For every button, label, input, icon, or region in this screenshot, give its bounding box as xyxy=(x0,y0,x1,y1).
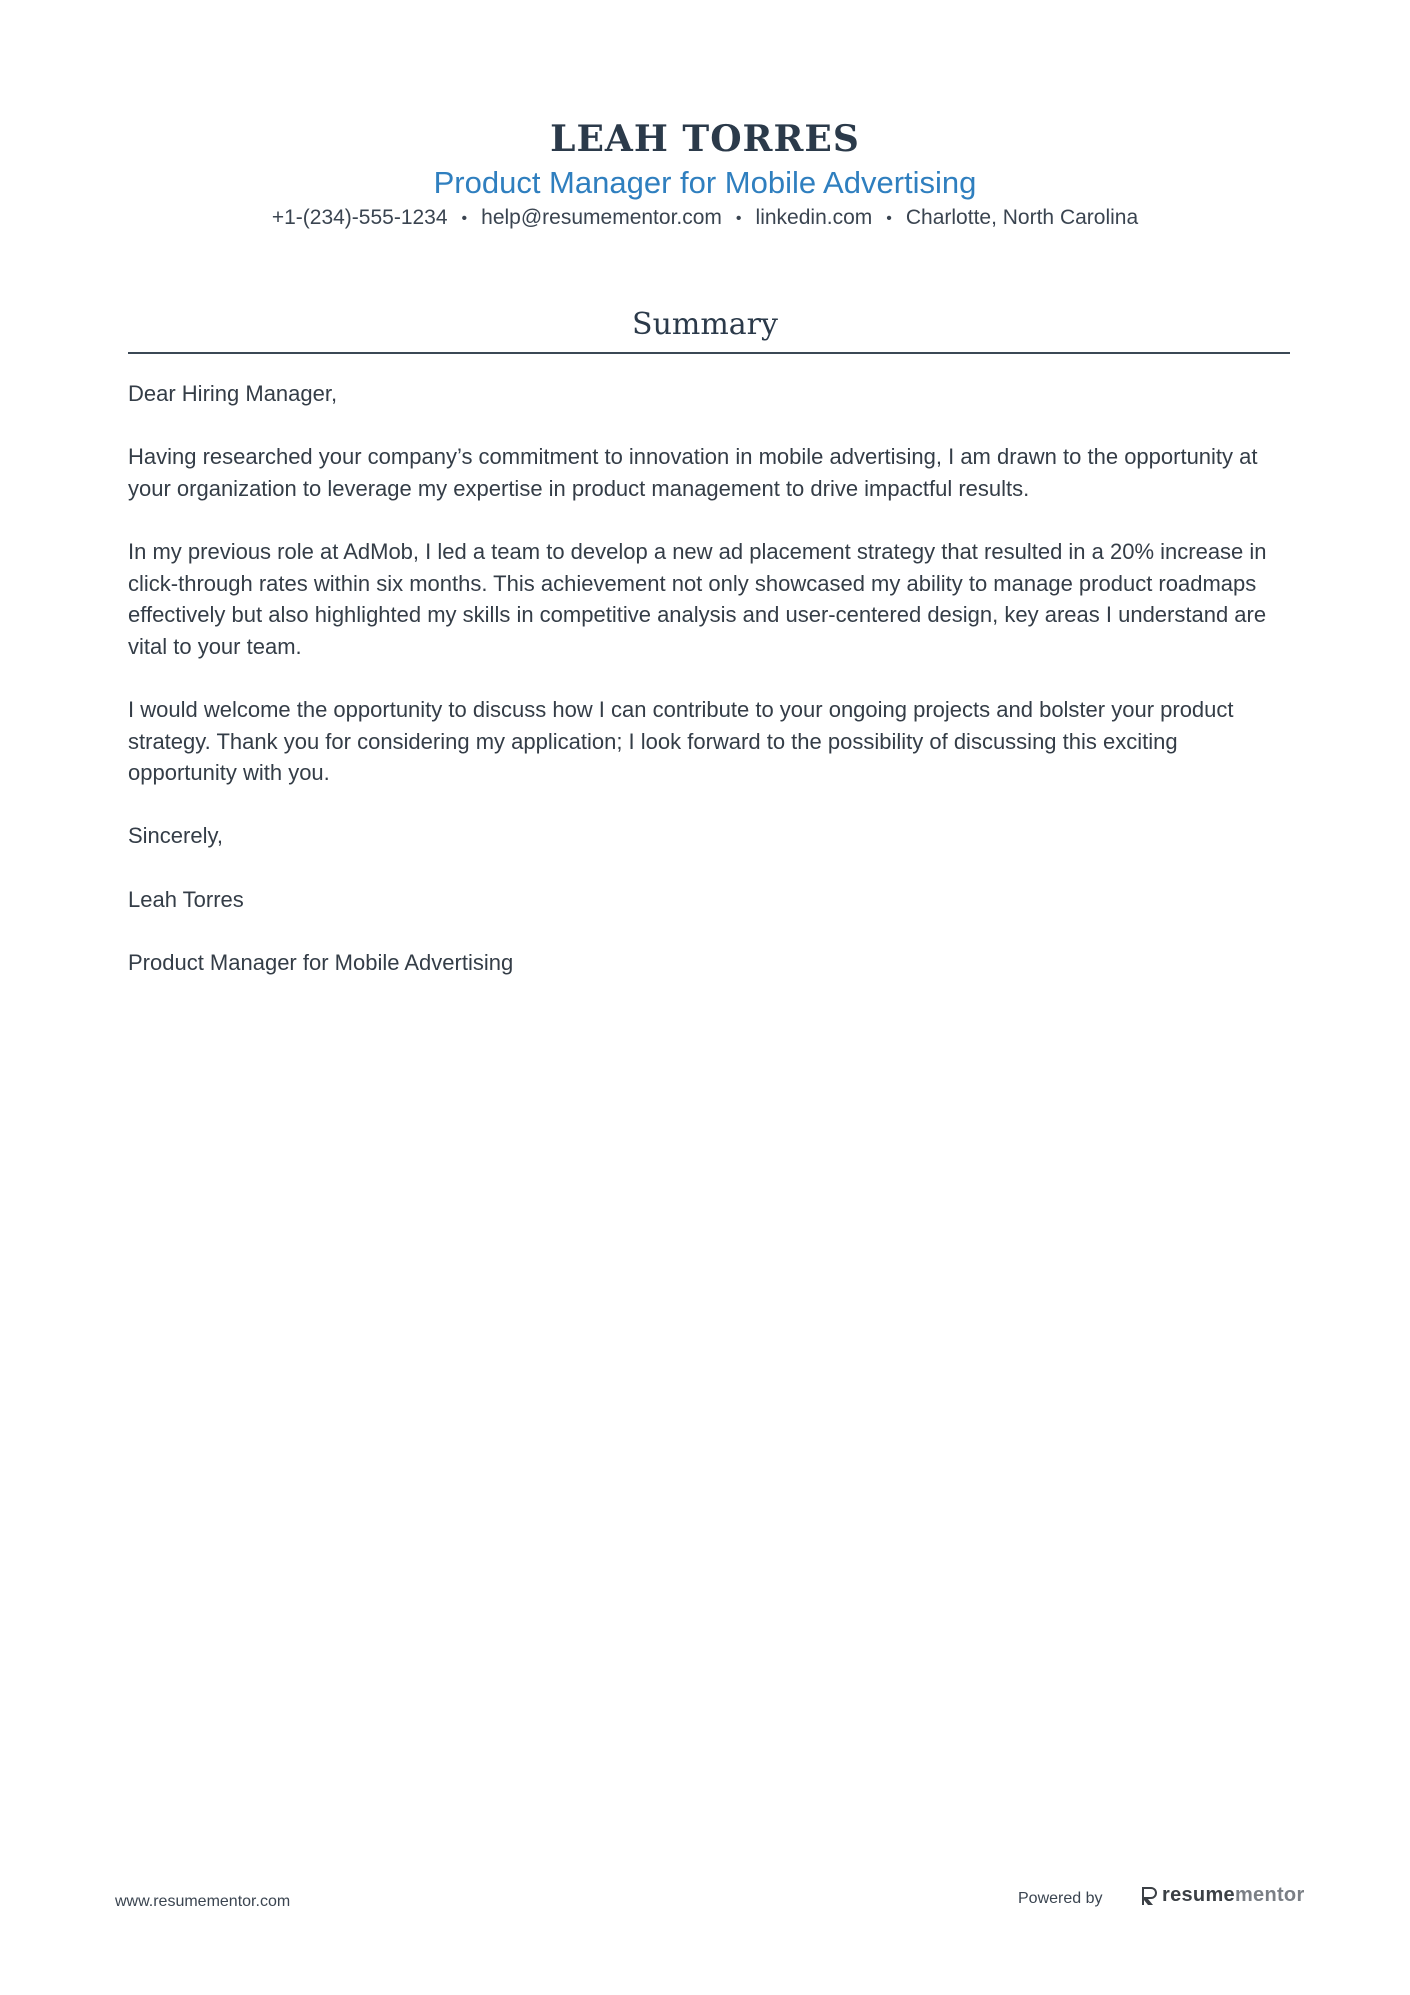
logo-text-mentor: mentor xyxy=(1234,1884,1305,1906)
letter-body xyxy=(128,378,1288,1010)
applicant-job-title: Product Manager for Mobile Advertising xyxy=(433,165,977,200)
powered-by-label: Powered by xyxy=(1018,1890,1103,1907)
bullet-separator: • xyxy=(735,210,742,227)
contact-phone: +1-(234)-555-1234 xyxy=(271,206,448,229)
letter-paragraph: I would welcome the opportunity to discuss how I can contribute to your ongoing projects and bolster your product strategy. Thank you for considering my application; I look forward to the possibility of discussing this exciting opportunity with you. xyxy=(128,696,1234,786)
resumementor-logo[interactable] xyxy=(1140,1884,1305,1907)
letter-closing: Sincerely, xyxy=(128,823,223,849)
signature-name: Leah Torres xyxy=(128,886,244,912)
contact-email[interactable]: help@resumementor.com xyxy=(481,206,722,229)
section-divider xyxy=(128,352,1290,354)
logo-text-resume: resume xyxy=(1162,1884,1235,1906)
bullet-separator: • xyxy=(886,210,892,227)
section-heading-summary: Summary xyxy=(632,307,778,342)
letter-paragraph: Having researched your company’s commitment to innovation in mobile advertising, I am drawn to the opportunity at your organization to leverage my expertise in product management to drive impactful results. xyxy=(128,444,1258,501)
signature-title: Product Manager for Mobile Advertising xyxy=(128,949,514,975)
resumementor-logo-icon xyxy=(1140,1885,1158,1907)
contact-linkedin[interactable]: linkedin.com xyxy=(755,206,873,229)
letter-paragraph: In my previous role at AdMob, I led a team to develop a new ad placement strategy that resulted in a 20% increase in click-through rates within six months. This achievement not only showcased my ability to manage product roadmaps effectively but also highlighted my skills in competitive analysis and user-centered design, key areas I understand are vital to your team. xyxy=(128,538,1267,659)
contact-line xyxy=(0,203,1410,234)
letter-header xyxy=(0,115,1410,234)
contact-location: Charlotte, North Carolina xyxy=(905,206,1139,229)
footer-website-link[interactable]: www.resumementor.com xyxy=(115,1893,291,1910)
letter-greeting: Dear Hiring Manager, xyxy=(128,381,338,406)
bullet-separator: • xyxy=(461,210,468,227)
applicant-name: LEAH TORRES xyxy=(550,118,860,160)
